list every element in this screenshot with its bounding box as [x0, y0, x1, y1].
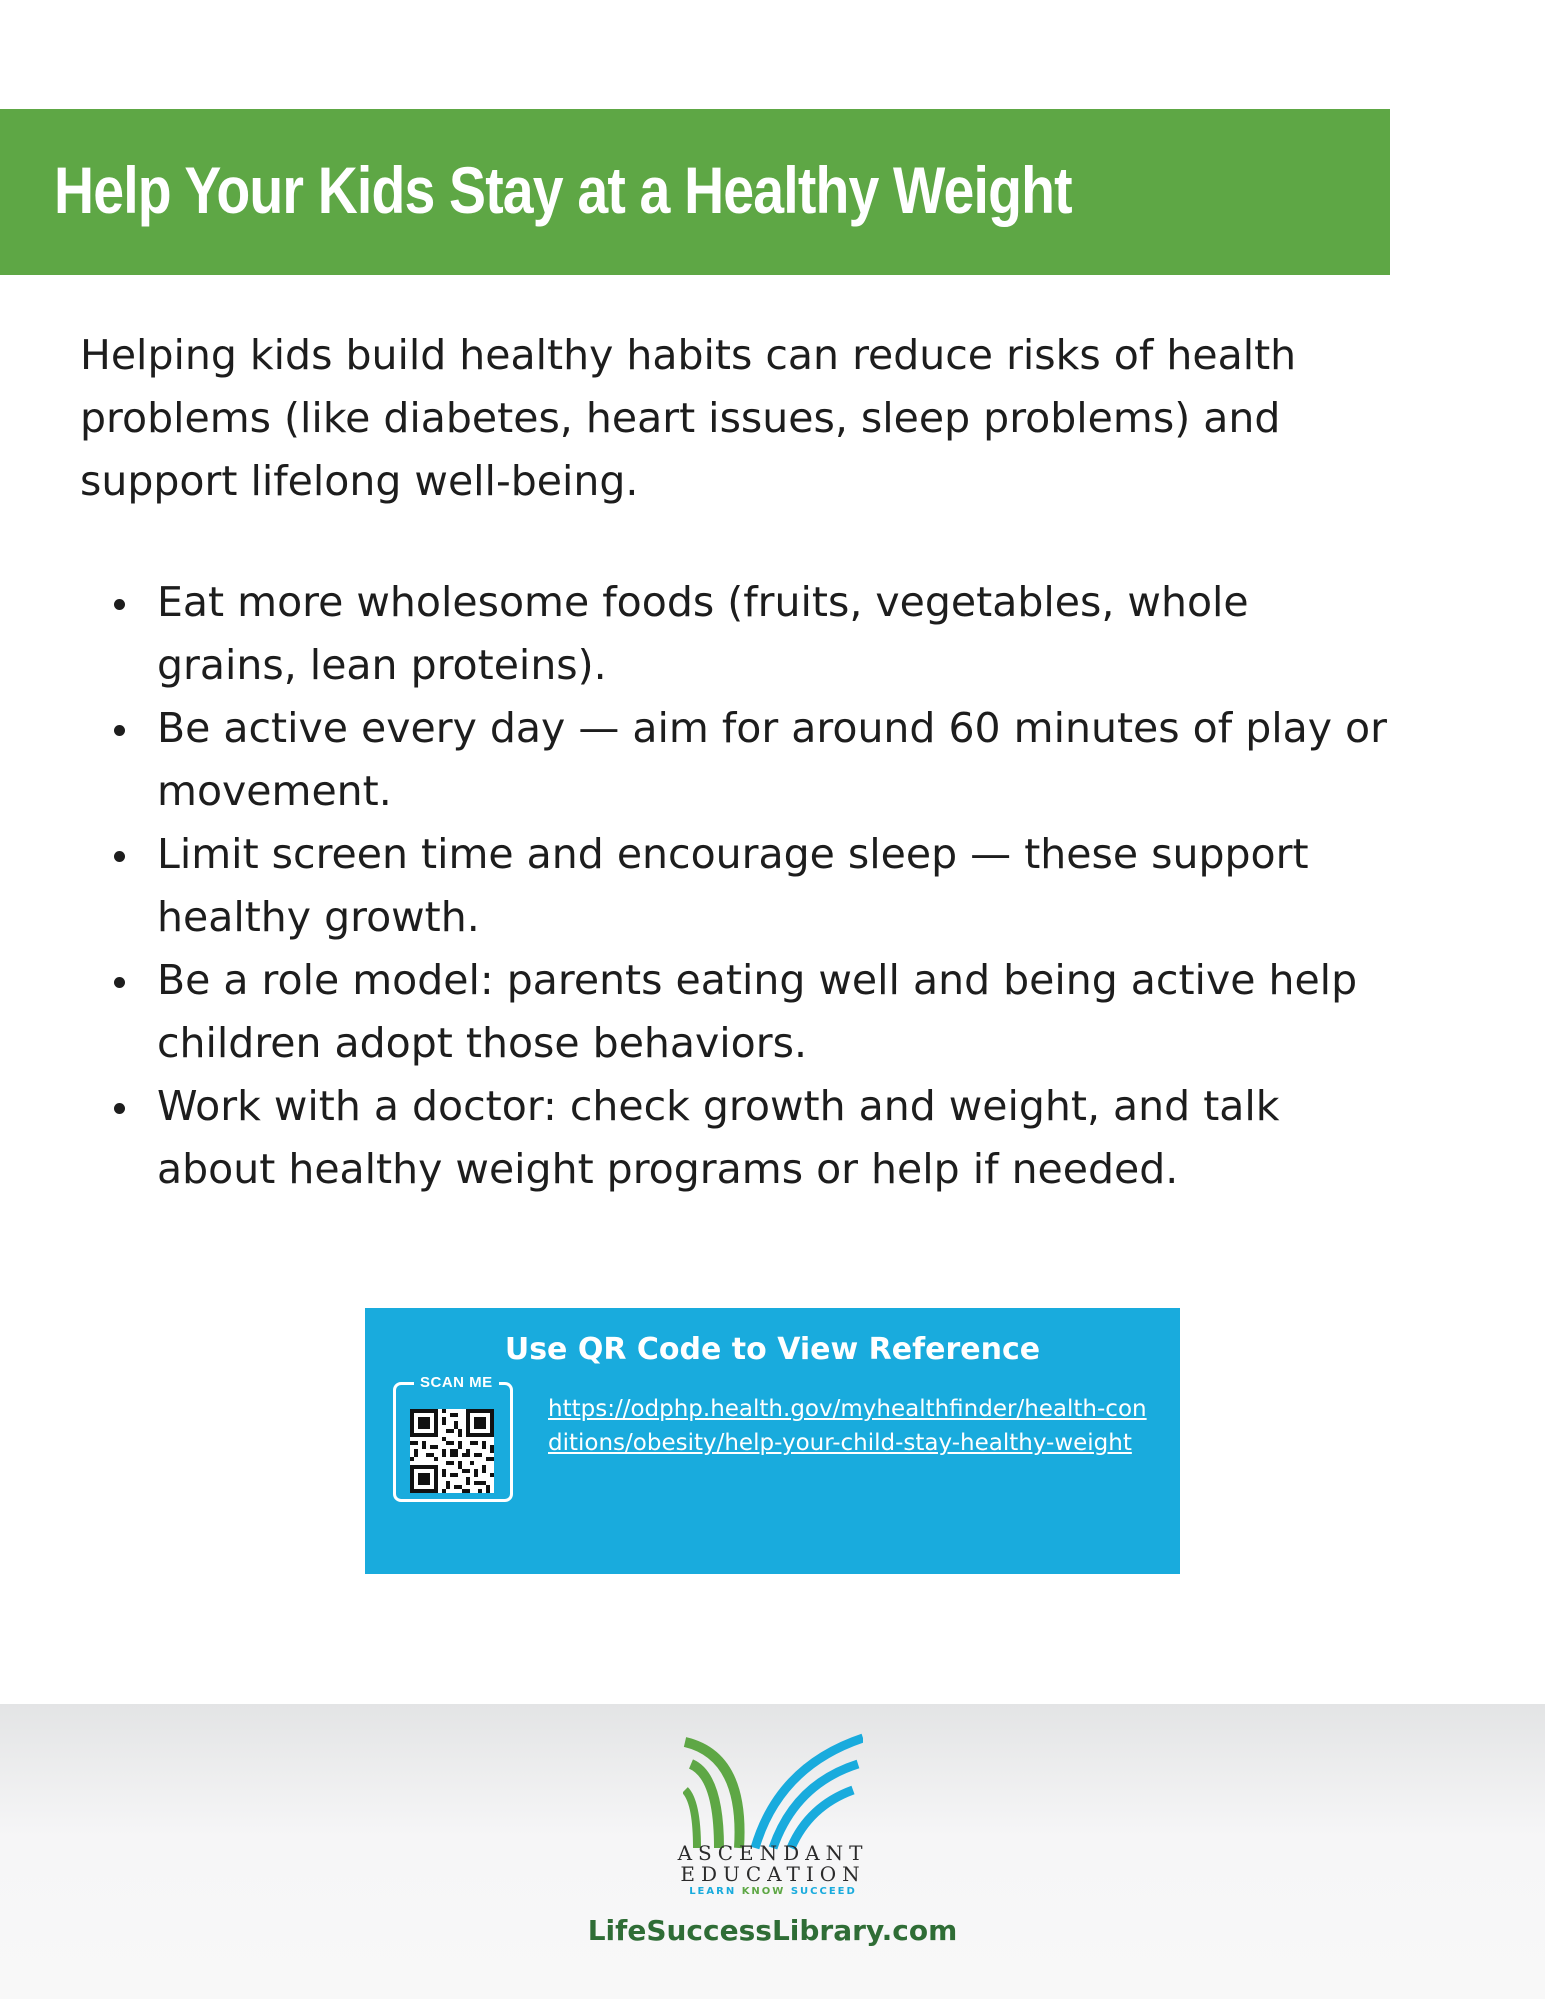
bullet-icon	[114, 977, 125, 988]
footer	[0, 1704, 1545, 1999]
tip-text: Be a role model: parents eating well and being active help children adopt those behaviors.	[157, 956, 1358, 1067]
bullet-icon	[114, 725, 125, 736]
tagline-word: SUCCEED	[790, 1886, 857, 1897]
tip-text: Be active every day — aim for around 60 minutes of play or movement.	[157, 704, 1387, 815]
bullet-icon	[114, 851, 125, 862]
scan-me-label: SCAN ME	[414, 1373, 499, 1393]
bullet-icon	[114, 1103, 125, 1114]
tip-text: Limit screen time and encourage sleep — these support healthy growth.	[157, 830, 1309, 941]
qr-code-icon[interactable]	[410, 1409, 494, 1493]
tip-item	[80, 823, 1400, 949]
tip-item	[80, 949, 1400, 1075]
logo-wordmark	[673, 1843, 873, 1885]
site-url[interactable]: LifeSuccessLibrary.com	[587, 1914, 958, 1947]
tip-text: Eat more wholesome foods (fruits, vegetables, whole grains, lean proteins).	[157, 578, 1249, 689]
logo-tagline	[673, 1886, 873, 1897]
logo-line-2: EDUCATION	[680, 1862, 866, 1886]
tip-text: Work with a doctor: check growth and weight, and talk about healthy weight programs or help if needed.	[157, 1082, 1280, 1193]
title-banner	[0, 109, 1390, 275]
reference-link[interactable]: https://odphp.health.gov/myhealthfinder/health-conditions/obesity/help-your-child-stay-healthy-weight	[548, 1396, 1147, 1456]
tip-item	[80, 571, 1400, 697]
reference-heading: Use QR Code to View Reference	[504, 1332, 1041, 1367]
logo-line-1: ASCENDANT	[677, 1841, 869, 1865]
bullet-icon	[114, 599, 125, 610]
intro-paragraph: Helping kids build healthy habits can reduce risks of health problems (like diabetes, heart issues, sleep problems) and support lifelong well-being.	[80, 331, 1297, 505]
tips-list	[80, 571, 1400, 1201]
page-title: Help Your Kids Stay at a Healthy Weight	[54, 153, 1072, 227]
tagline-word: LEARN	[689, 1886, 737, 1897]
ascendant-logo-icon	[683, 1726, 863, 1851]
qr-frame[interactable]	[393, 1374, 513, 1502]
reference-box	[365, 1308, 1180, 1574]
tip-item	[80, 697, 1400, 823]
tagline-word: KNOW	[741, 1886, 786, 1897]
tip-item	[80, 1075, 1400, 1201]
